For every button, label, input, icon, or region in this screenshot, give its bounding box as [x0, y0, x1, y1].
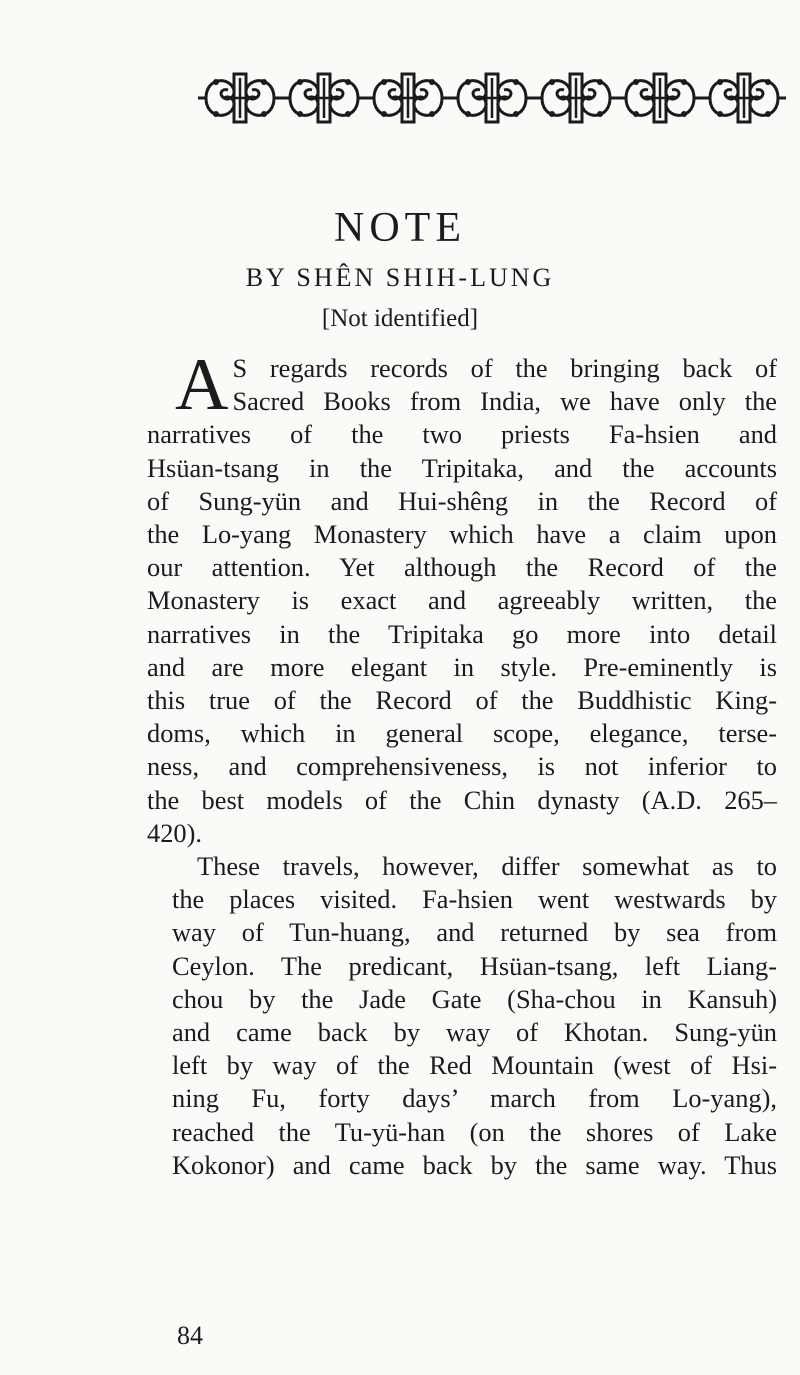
- decorative-scroll-band-icon: [198, 68, 790, 128]
- page-number: 84: [177, 1321, 203, 1350]
- text-line: S regards records of the bringing back of: [232, 353, 777, 383]
- text-line: ness, and comprehensiveness, is not inferior to: [147, 751, 777, 782]
- text-line: left by way of the Red Mountain (west of Hsi-: [172, 1050, 777, 1081]
- text-line: 420).: [147, 817, 202, 848]
- body-text: [147, 344, 777, 1182]
- text-line: the Lo-yang Monastery which have a claim upon: [147, 519, 777, 550]
- text-line: of Sung-yün and Hui-shêng in the Record of: [147, 485, 777, 516]
- text-line: the places visited. Fa-hsien went westwards by: [172, 884, 777, 915]
- text-line: narratives in the Tripitaka go more into detail: [147, 618, 777, 649]
- text-line: our attention. Yet although the Record of the: [147, 552, 777, 583]
- author-byline: BY SHÊN SHIH-LUNG: [245, 263, 555, 292]
- text-line: this true of the Record of the Buddhistic King-: [147, 685, 777, 716]
- drop-cap: A: [175, 344, 229, 426]
- text-line: Ceylon. The predicant, Hsüan-tsang, left Liang-: [172, 950, 777, 981]
- text-line: ning Fu, forty days’ march from Lo-yang),: [172, 1083, 777, 1114]
- paragraph: [147, 344, 777, 850]
- text-line: and came back by way of Khotan. Sung-yün: [172, 1017, 777, 1048]
- text-line: the best models of the Chin dynasty (A.D. 265–: [147, 784, 777, 815]
- text-line: reached the Tu-yü-han (on the shores of Lake: [172, 1116, 777, 1147]
- text-line: These travels, however, differ somewhat as to: [197, 851, 777, 882]
- text-line: doms, which in general scope, elegance, terse-: [147, 718, 777, 749]
- page-title: NOTE: [334, 205, 466, 251]
- text-line: narratives of the two priests Fa-hsien and: [147, 419, 777, 450]
- text-line: Hsüan-tsang in the Tripitaka, and the accounts: [147, 452, 777, 483]
- paragraph: [147, 850, 777, 1182]
- text-line: way of Tun-huang, and returned by sea from: [172, 917, 777, 948]
- text-line: and are more elegant in style. Pre-eminently is: [147, 651, 777, 682]
- text-line: chou by the Jade Gate (Sha-chou in Kansuh): [172, 983, 777, 1014]
- text-line: Sacred Books from India, we have only the: [232, 386, 777, 417]
- text-line: Kokonor) and came back by the same way. Thus: [172, 1149, 777, 1180]
- attribution-note: [Not identified]: [321, 305, 479, 332]
- text-line: Monastery is exact and agreeably written, the: [147, 585, 777, 616]
